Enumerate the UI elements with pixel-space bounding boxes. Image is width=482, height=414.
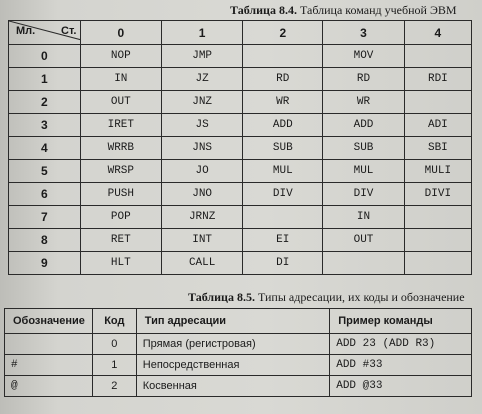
table-cell: HLT (80, 252, 161, 275)
addressing-example: ADD @33 (330, 376, 472, 397)
addressing-type: Косвенная (136, 376, 329, 397)
addressing-table (4, 308, 472, 397)
table-cell: SBI (404, 137, 471, 160)
column-header: 0 (80, 21, 161, 45)
addressing-symbol: @ (5, 376, 93, 397)
table-cell: RET (80, 229, 161, 252)
table-cell (404, 91, 471, 114)
column-header: 3 (323, 21, 405, 45)
table-cell (404, 45, 471, 68)
table-row (9, 45, 472, 68)
column-header-example: Пример команды (330, 309, 472, 334)
table-cell: WRSP (80, 160, 161, 183)
table-cell (404, 229, 471, 252)
row-label: 7 (9, 206, 81, 229)
high-digit-label: Ст. (61, 25, 77, 37)
row-label: 9 (9, 252, 81, 275)
table-cell: RD (323, 68, 405, 91)
command-table (8, 20, 472, 275)
row-label: 3 (9, 114, 81, 137)
table-cell: CALL (161, 252, 242, 275)
addressing-symbol (5, 334, 93, 355)
table-cell: MUL (323, 160, 405, 183)
table-cell: JO (161, 160, 242, 183)
table-cell: DIVI (404, 183, 471, 206)
table-cell: DIV (243, 183, 323, 206)
column-header: 1 (161, 21, 242, 45)
table-cell: MUL (243, 160, 323, 183)
table-cell: EI (243, 229, 323, 252)
table-row (5, 376, 472, 397)
column-header-type: Тип адресации (136, 309, 329, 334)
table-cell: IN (323, 206, 405, 229)
table-cell: JMP (161, 45, 242, 68)
table-cell: ADI (404, 114, 471, 137)
addressing-example: ADD #33 (330, 355, 472, 376)
table-row (9, 206, 472, 229)
table-row (9, 114, 472, 137)
table-cell: POP (80, 206, 161, 229)
table-8-5-caption (188, 290, 465, 305)
table-cell: MULI (404, 160, 471, 183)
table-cell (243, 45, 323, 68)
table-row (9, 68, 472, 91)
table-cell: JZ (161, 68, 242, 91)
table-8-4-caption (230, 3, 457, 18)
column-header: 2 (243, 21, 323, 45)
table-row (9, 252, 472, 275)
low-digit-label: Мл. (16, 25, 36, 37)
row-label: 0 (9, 45, 81, 68)
table-row (9, 160, 472, 183)
table-cell: OUT (323, 229, 405, 252)
table-cell: IRET (80, 114, 161, 137)
column-header-symbol: Обозначение (5, 309, 93, 334)
table-cell (404, 206, 471, 229)
addressing-code: 0 (92, 334, 136, 355)
table-row (9, 91, 472, 114)
table-cell (243, 206, 323, 229)
table-8-4-title: Таблица команд учебной ЭВМ (299, 3, 457, 17)
row-label: 6 (9, 183, 81, 206)
column-header-code: Код (92, 309, 136, 334)
column-header: 4 (404, 21, 471, 45)
table-cell: JNS (161, 137, 242, 160)
table-8-4-number: Таблица 8.4. (230, 3, 297, 17)
row-label: 5 (9, 160, 81, 183)
table-cell: DI (243, 252, 323, 275)
row-label: 8 (9, 229, 81, 252)
row-label: 2 (9, 91, 81, 114)
table-8-5-title: Типы адресации, их коды и обозначение (257, 290, 465, 304)
table-row (9, 229, 472, 252)
addressing-type: Прямая (регистровая) (136, 334, 329, 355)
table-cell (323, 252, 405, 275)
table-cell: INT (161, 229, 242, 252)
row-label: 4 (9, 137, 81, 160)
table-cell: DIV (323, 183, 405, 206)
table-cell: RD (243, 68, 323, 91)
table-cell: JNO (161, 183, 242, 206)
table-cell: SUB (243, 137, 323, 160)
table-cell: JS (161, 114, 242, 137)
table-cell: RDI (404, 68, 471, 91)
table-cell: WRRB (80, 137, 161, 160)
table-row (9, 137, 472, 160)
addressing-header-row (5, 309, 472, 334)
command-table-header-row (9, 21, 472, 45)
table-cell: IN (80, 68, 161, 91)
table-cell: PUSH (80, 183, 161, 206)
table-cell: JNZ (161, 91, 242, 114)
table-cell: ADD (243, 114, 323, 137)
table-cell: MOV (323, 45, 405, 68)
table-cell: JRNZ (161, 206, 242, 229)
table-cell: NOP (80, 45, 161, 68)
addressing-example: ADD 23 (ADD R3) (330, 334, 472, 355)
table-8-5-number: Таблица 8.5. (188, 290, 255, 304)
addressing-type: Непосредственная (136, 355, 329, 376)
table-cell: ADD (323, 114, 405, 137)
table-row (5, 334, 472, 355)
table-cell: SUB (323, 137, 405, 160)
table-cell: WR (243, 91, 323, 114)
row-label: 1 (9, 68, 81, 91)
table-row (9, 183, 472, 206)
table-cell (404, 252, 471, 275)
addressing-code: 1 (92, 355, 136, 376)
addressing-code: 2 (92, 376, 136, 397)
addressing-symbol: # (5, 355, 93, 376)
diagonal-header-cell (9, 21, 81, 45)
table-cell: OUT (80, 91, 161, 114)
table-cell: WR (323, 91, 405, 114)
table-row (5, 355, 472, 376)
